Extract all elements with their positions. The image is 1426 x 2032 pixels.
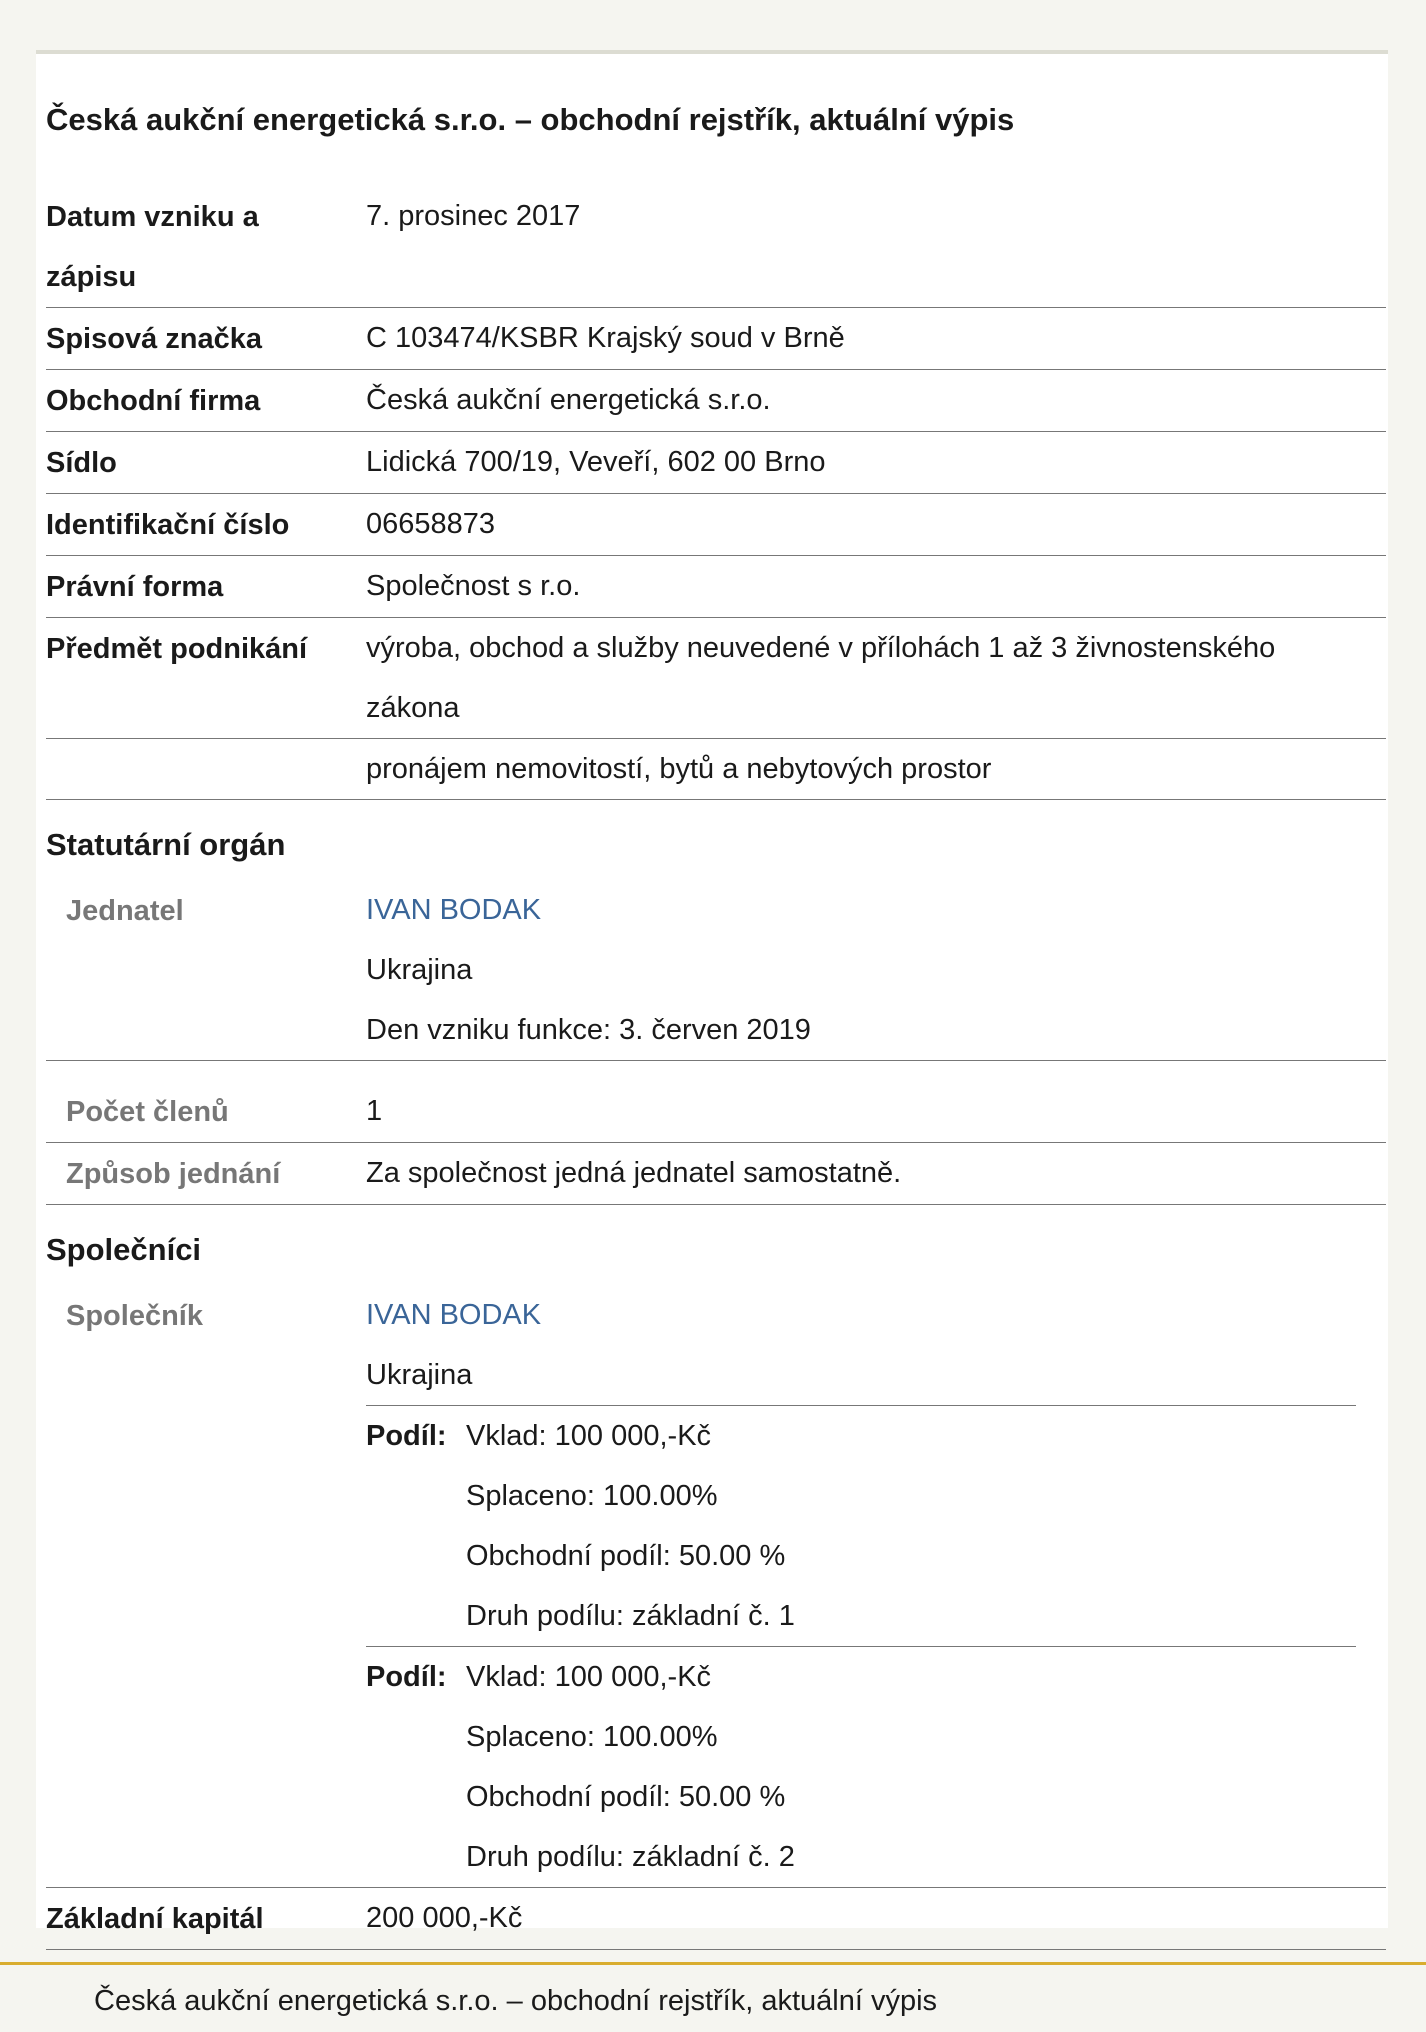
row-spisova (46, 308, 1386, 370)
sidlo-label: Sídlo (46, 447, 117, 479)
share-druh: Druh podílu: základní č. 2 (466, 1841, 795, 1873)
page-title: Česká aukční energetická s.r.o. – obchodní rejstřík, aktuální výpis (46, 102, 1015, 137)
jednatel-label: Jednatel (66, 895, 184, 927)
zpusob-value: Za společnost jedná jednatel samostatně. (366, 1157, 902, 1189)
footer-title: Česká aukční energetická s.r.o. – obchodní rejstřík, aktuální výpis (94, 1985, 938, 2017)
empty-label (46, 739, 366, 799)
jednatel-value (366, 880, 1386, 1060)
ico-label: Identifikační číslo (46, 509, 290, 541)
share-podil: Obchodní podíl: 50.00 % (466, 1540, 786, 1572)
row-datum (46, 186, 1386, 308)
footer (0, 1962, 1426, 2032)
datum-value: 7. prosinec 2017 (366, 200, 581, 232)
predmet-value-1: výroba, obchod a služby neuvedené v přílohách 1 až 3 živnostenského zákona (366, 632, 1276, 724)
share-details (466, 1406, 1356, 1646)
row-forma (46, 556, 1386, 618)
row-pocet (46, 1061, 1386, 1143)
row-ico (46, 494, 1386, 556)
statutarni-heading: Statutární orgán (46, 827, 286, 862)
document-content (46, 54, 1386, 1950)
spolecnik-country: Ukrajina (366, 1359, 473, 1391)
share-splaceno: Splaceno: 100.00% (466, 1480, 718, 1512)
predmet-label: Předmět podnikání (46, 633, 308, 665)
datum-label: Datum vzniku a zápisu (46, 201, 259, 293)
spisova-value: C 103474/KSBR Krajský soud v Brně (366, 322, 845, 354)
jednatel-since: Den vzniku funkce: 3. červen 2019 (366, 1014, 811, 1046)
spisova-label: Spisová značka (46, 323, 262, 355)
sidlo-value: Lidická 700/19, Veveří, 602 00 Brno (366, 446, 826, 478)
spolecnik-name-link[interactable]: IVAN BODAK (366, 1299, 542, 1331)
forma-value: Společnost s r.o. (366, 570, 581, 602)
row-zpusob (46, 1143, 1386, 1205)
share-label: Podíl: (366, 1420, 447, 1452)
row-sidlo (46, 432, 1386, 494)
kapital-value: 200 000,-Kč (366, 1902, 523, 1934)
row-spolecnik (46, 1285, 1386, 1888)
spolecnik-value (366, 1285, 1386, 1887)
share-2 (366, 1646, 1356, 1887)
ico-value: 06658873 (366, 508, 496, 540)
share-1 (366, 1405, 1356, 1646)
share-vklad: Vklad: 100 000,-Kč (466, 1661, 712, 1693)
firma-label: Obchodní firma (46, 385, 261, 417)
firma-value: Česká aukční energetická s.r.o. (366, 384, 771, 416)
share-vklad: Vklad: 100 000,-Kč (466, 1420, 712, 1452)
share-podil: Obchodní podíl: 50.00 % (466, 1781, 786, 1813)
share-details (466, 1647, 1356, 1887)
document-panel (36, 50, 1388, 1935)
kapital-label: Základní kapitál (46, 1903, 264, 1935)
share-label: Podíl: (366, 1661, 447, 1693)
pocet-label: Počet členů (66, 1096, 229, 1128)
spolecnici-heading: Společníci (46, 1232, 202, 1267)
row-jednatel (46, 880, 1386, 1061)
predmet-value-2: pronájem nemovitostí, bytů a nebytových prostor (366, 753, 992, 785)
forma-label: Právní forma (46, 571, 224, 603)
share-druh: Druh podílu: základní č. 1 (466, 1600, 795, 1632)
row-predmet-2 (46, 739, 1386, 800)
jednatel-name-link[interactable]: IVAN BODAK (366, 894, 542, 926)
row-predmet (46, 618, 1386, 739)
share-splaceno: Splaceno: 100.00% (466, 1721, 718, 1753)
jednatel-country: Ukrajina (366, 954, 473, 986)
spolecnik-label: Společník (66, 1300, 203, 1332)
row-kapital (46, 1888, 1386, 1950)
row-firma (46, 370, 1386, 432)
pocet-value: 1 (366, 1095, 383, 1127)
zpusob-label: Způsob jednání (66, 1158, 281, 1190)
row-label (46, 186, 366, 307)
